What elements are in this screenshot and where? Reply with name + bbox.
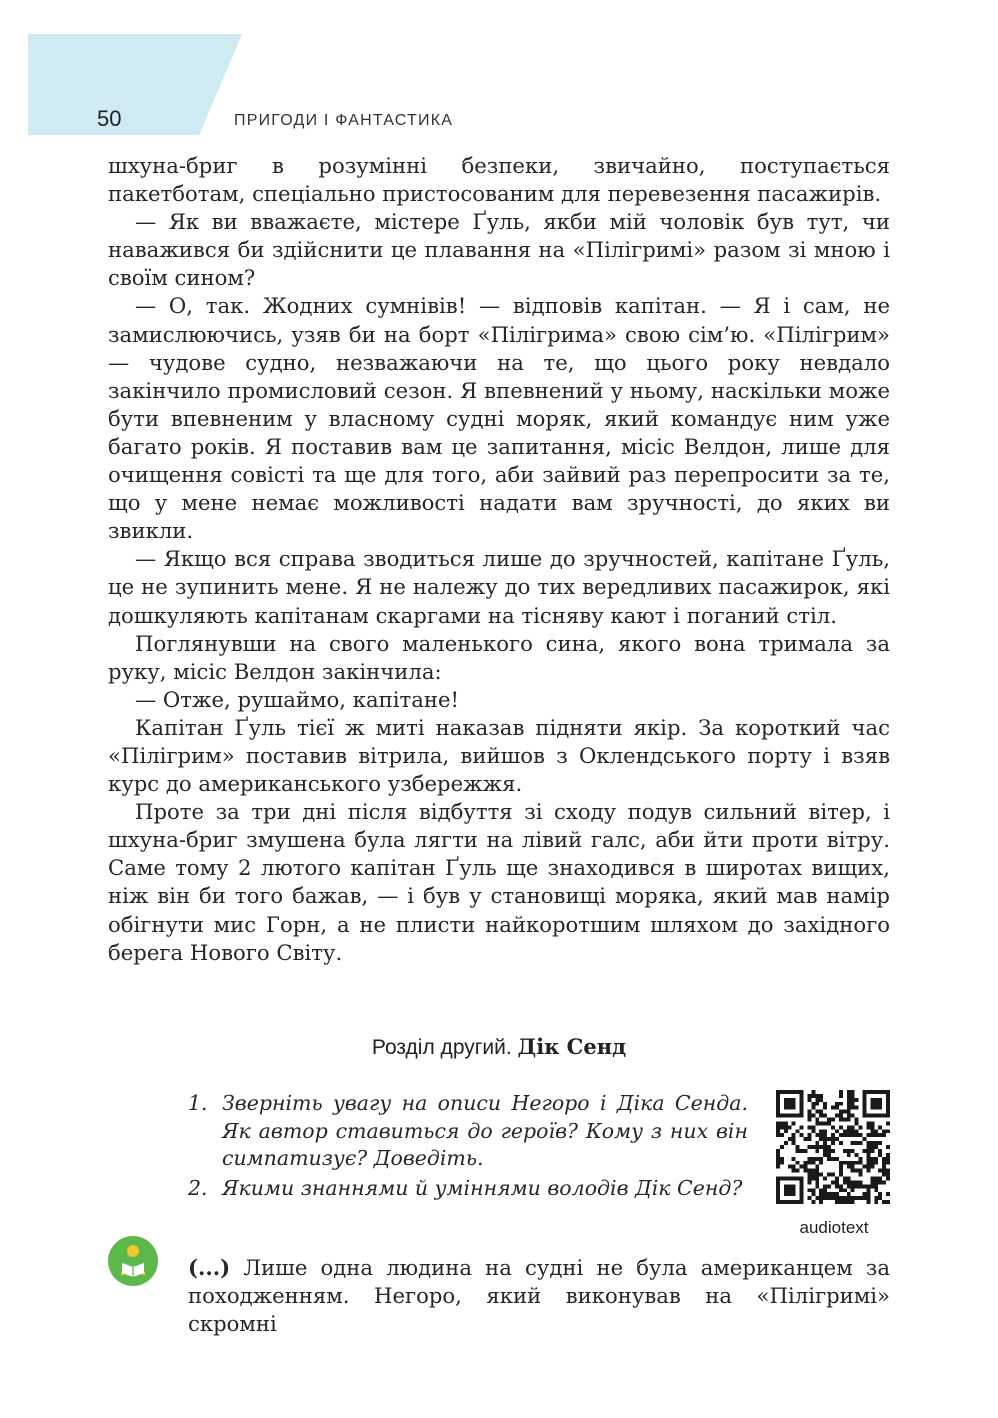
question-number: 2. — [188, 1175, 208, 1200]
paragraph: Проте за три дні після відбуття зі сходу подув сильний вітер, і шхуна-бриг змушена була лягти на лівий галс, аби йти проти вітру. Саме тому 2 лютого капітан Ґуль ще знаходився в широтах вищих, ніж він би того бажав, — і був у становищі моряка, який мав намір обігнути мис Горн, а не плисти найкоротшим шляхом до західного берега Нового Світу. — [108, 799, 890, 965]
qr-label: audiotext — [799, 1218, 869, 1237]
paragraph: Поглянувши на свого маленького сина, якого вона тримала за руку, місіс Велдон закінчила: — [108, 630, 890, 684]
paragraph: Капітан Ґуль тієї ж миті наказав підняти якір. За короткий час «Пілігрим» поставив вітрила, вийшов з Оклендського порту і взяв курс до американського узбережжя. — [108, 714, 890, 797]
reading-person-icon — [108, 1236, 158, 1286]
paragraph: шхуна-бриг в розумінні безпеки, звичайно, поступається пакетботам, спеціально пристосованим для перевезення пасажирів. — [108, 153, 890, 207]
paragraph: — Отже, рушаймо, капітане! — [135, 686, 459, 712]
paragraph: — Якщо вся справа зводиться лише до зручностей, капітане Ґуль, це не зупинить мене. Я не належу до тих вередливих пасажирок, які дошкуляють капітанам скаргами на тісняву кают і поганий стіл. — [108, 546, 890, 628]
section-heading — [0, 1034, 998, 1060]
ellipsis-marker: (...) — [188, 1255, 231, 1280]
question-item — [188, 1175, 748, 1203]
question-text: Зверніть увагу на описи Негоро і Діка Сенда. Як автор ставиться до героїв? Кому з них він симпатизує? Доведіть. — [222, 1091, 748, 1170]
header-band — [28, 34, 242, 135]
page-number: 50 — [97, 106, 122, 131]
tail-text — [188, 1254, 890, 1338]
section-heading-prefix: Розділ другий. — [371, 1036, 518, 1059]
tail-paragraph: Лише одна людина на судні не була американцем за походженням. Негоро, який виконував на «Пілігримі» скромні — [188, 1255, 890, 1337]
paragraph: — Як ви вважаєте, містере Ґуль, якби мій чоловік був тут, чи наважився би здійснити це плавання на «Пілігримі» разом зі мною і своїм сином? — [108, 209, 890, 291]
paragraph: — О, так. Жодних сумнівів! — відповів капітан. — Я і сам, не замислюючись, узяв би на борт «Пілігрима» свою сім’ю. «Пілігрим» — чудове судно, незважаючи на те, що цього року невдало закінчило промисловий сезон. Я впевнений у ньому, наскільки може бути впевненим у власному судні моряк, який командує ним уже багато років. Я поставив вам це запитання, місіс Велдон, лише для очищення совісті та ще для того, аби зайвий раз перепросити за те, що у мене немає можливості надати вам зручності, до яких ви звикли. — [108, 293, 890, 544]
body-text — [108, 152, 890, 967]
question-list — [188, 1090, 748, 1204]
question-text: Якими знаннями й уміннями володів Дік Сенд? — [222, 1175, 743, 1200]
question-number: 1. — [188, 1091, 208, 1115]
section-heading-name: Дік Сенд — [517, 1034, 627, 1059]
qr-code-icon[interactable] — [776, 1090, 890, 1204]
question-item — [188, 1090, 748, 1173]
running-title: ПРИГОДИ І ФАНТАСТИКА — [234, 112, 454, 129]
